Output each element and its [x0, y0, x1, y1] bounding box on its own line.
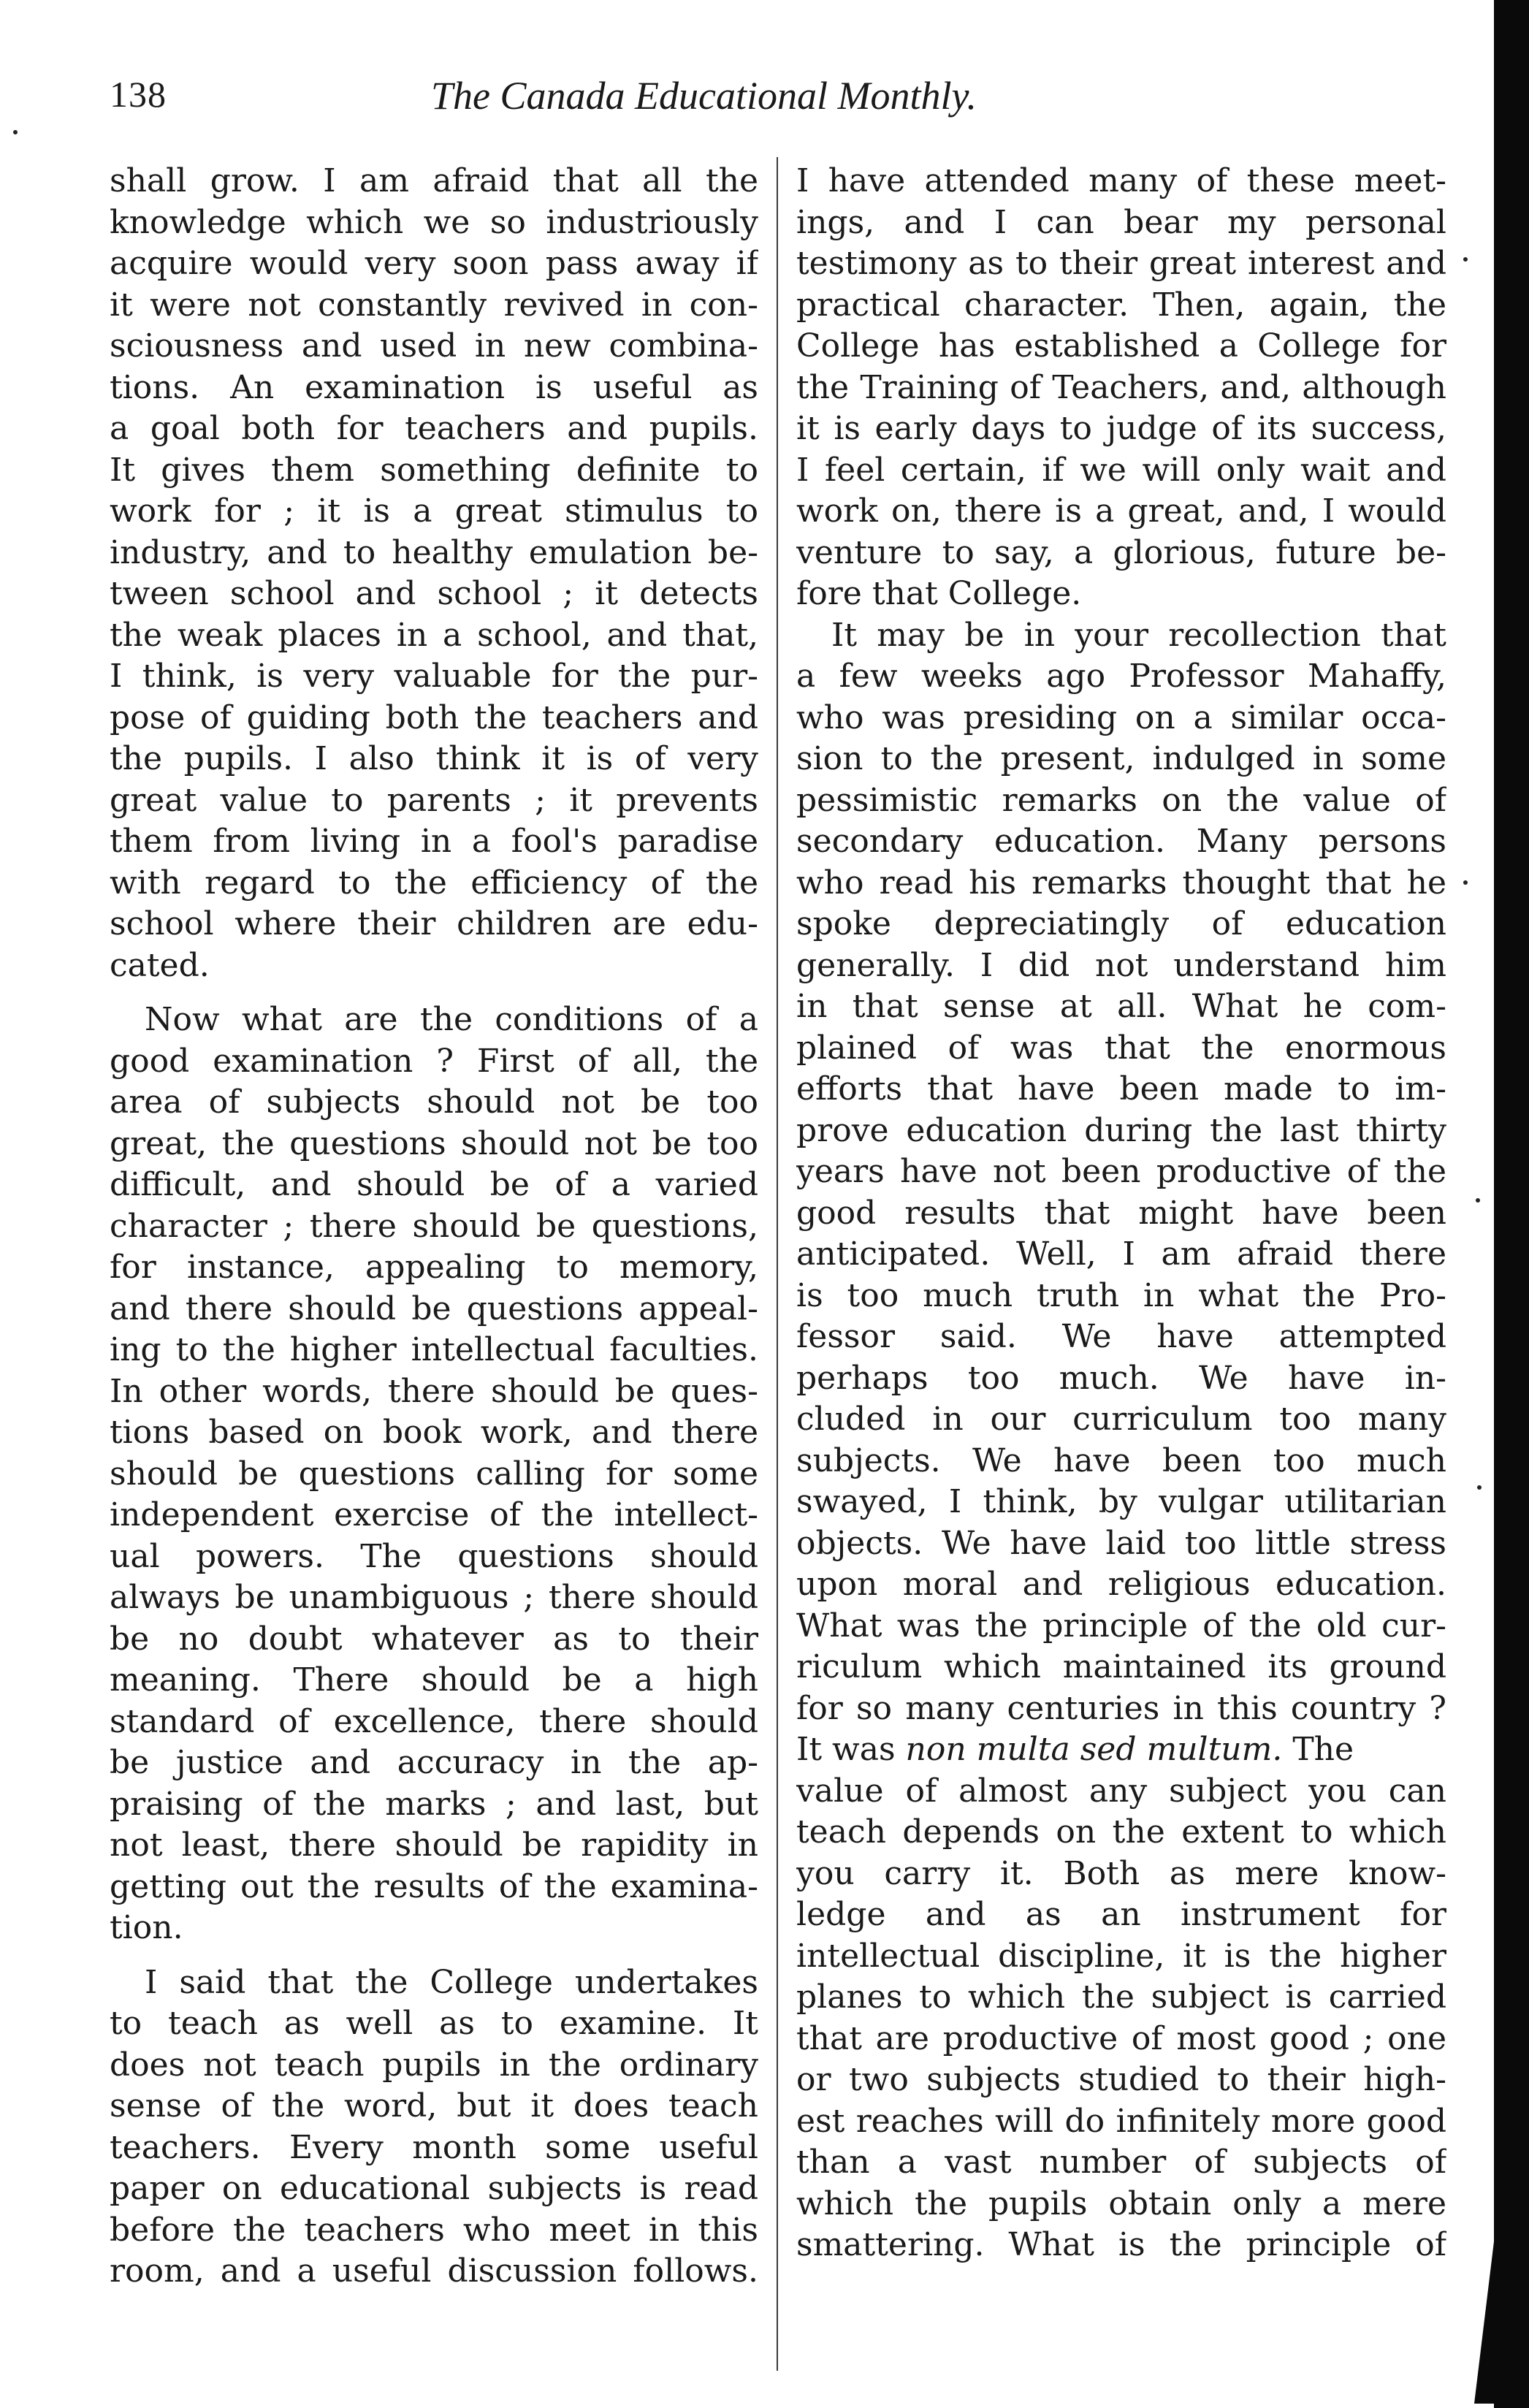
- right-text-column: [796, 161, 1446, 2266]
- text-line: prove education during the last thirty: [796, 1111, 1446, 1149]
- text-line: be no doubt whatever as to their: [110, 1620, 758, 1658]
- text-line: ual powers. The questions should: [110, 1537, 758, 1575]
- text-line: the pupils. I also think it is of very: [110, 740, 758, 777]
- text-line: testimony as to their great interest and: [796, 245, 1446, 282]
- text-line: riculum which maintained its ground: [796, 1648, 1446, 1685]
- text-line: does not teach pupils in the ordinary: [110, 2046, 758, 2084]
- scan-speck: [13, 130, 18, 134]
- text-line: shall grow. I am afraid that all the: [110, 162, 758, 199]
- text-line: independent exercise of the intellect-: [110, 1496, 758, 1533]
- page-number: 138: [110, 74, 167, 115]
- text-line: value of almost any subject you can: [796, 1772, 1446, 1810]
- text-line: with regard to the efficiency of the: [110, 864, 758, 902]
- scan-speck: [1476, 1198, 1480, 1203]
- text-line: tion.: [110, 1909, 183, 1946]
- text-line: good results that might have been: [796, 1194, 1446, 1232]
- text-line: efforts that have been made to im-: [796, 1070, 1446, 1108]
- text-line: good examination ? First of all, the: [110, 1042, 758, 1080]
- text-line: I think, is very valuable for the pur-: [110, 658, 758, 695]
- text-line: praising of the marks ; and last, but: [110, 1785, 758, 1823]
- text-line: should be questions calling for some: [110, 1455, 758, 1493]
- text-line: always be unambiguous ; there should: [110, 1579, 758, 1616]
- paragraph-gap: [110, 1949, 758, 1962]
- text-line: secondary education. Many persons: [796, 823, 1446, 860]
- left-text-column: [110, 161, 758, 2293]
- text-line: I have attended many of these meet-: [796, 162, 1446, 199]
- text-line: [796, 1729, 1446, 1771]
- text-line: work for ; it is a great stimulus to: [110, 492, 758, 530]
- running-title: The Canada Educational Monthly.: [431, 74, 977, 118]
- text-line: teach depends on the extent to which: [796, 1813, 1446, 1851]
- text-line: than a vast number of subjects of: [796, 2144, 1446, 2181]
- scan-speck: [1463, 880, 1468, 885]
- text-line: work on, there is a great, and, I would: [796, 492, 1446, 530]
- text-line: not least, there should be rapidity in: [110, 1826, 758, 1864]
- text-line: the Training of Teachers, and, although: [796, 368, 1446, 406]
- text-line: pessimistic remarks on the value of: [796, 781, 1446, 819]
- text-line: subjects. We have been too much: [796, 1441, 1446, 1479]
- text-line: school where their children are edu-: [110, 905, 758, 942]
- text-line: ing to the higher intellectual faculties.: [110, 1331, 758, 1368]
- text-line: you carry it. Both as mere know-: [796, 1854, 1446, 1892]
- text-line: plained of was that the enormous: [796, 1029, 1446, 1067]
- text-line: cluded in our curriculum too many: [796, 1401, 1446, 1438]
- text-line: which the pupils obtain only a mere: [796, 2184, 1446, 2222]
- text-line: sion to the present, indulged in some: [796, 740, 1446, 777]
- text-line: swayed, I think, by vulgar utilitarian: [796, 1483, 1446, 1520]
- text-line: acquire would very soon pass away if: [110, 245, 758, 282]
- text-line: tions. An examination is useful as: [110, 368, 758, 406]
- text-line: and there should be questions appeal-: [110, 1289, 758, 1327]
- text-line: before the teachers who meet in this: [110, 2211, 758, 2249]
- text-line: smattering. What is the principle of: [796, 2226, 1446, 2263]
- text-line: pose of guiding both the teachers and: [110, 698, 758, 736]
- text-line: teachers. Every month some useful: [110, 2128, 758, 2166]
- text-line: a few weeks ago Professor Mahaffy,: [796, 658, 1446, 695]
- text-line: industry, and to healthy emulation be-: [110, 533, 758, 571]
- text-line: planes to which the subject is carried: [796, 1978, 1446, 2016]
- running-header: [110, 73, 1125, 139]
- text-line: who was presiding on a similar occa-: [796, 698, 1446, 736]
- text-line: the weak places in a school, and that,: [110, 616, 758, 654]
- text-line: What was the principle of the old cur-: [796, 1607, 1446, 1645]
- text-line: difficult, and should be of a varied: [110, 1166, 758, 1203]
- text-line: it were not constantly revived in con-: [110, 286, 758, 324]
- text-line: for so many centuries in this country ?: [796, 1689, 1446, 1727]
- text-line: that are productive of most good ; one: [796, 2019, 1446, 2057]
- paragraph-gap: [110, 986, 758, 999]
- text-line: fessor said. We have attempted: [796, 1318, 1446, 1355]
- text-line: area of subjects should not be too: [110, 1083, 758, 1121]
- scan-edge-shadow: [1494, 0, 1529, 2408]
- text-line: room, and a useful discussion follows.: [110, 2252, 758, 2290]
- text-line: tions based on book work, and there: [110, 1414, 758, 1451]
- text-line: knowledge which we so industriously: [110, 203, 758, 241]
- text-line: a goal both for teachers and pupils.: [110, 410, 758, 447]
- text-line: great, the questions should not be too: [110, 1124, 758, 1162]
- scan-speck: [1477, 1485, 1482, 1490]
- text-line: It may be in your recollection that: [831, 616, 1446, 654]
- text-line: tween school and school ; it detects: [110, 575, 758, 612]
- text-line: years have not been productive of the: [796, 1153, 1446, 1190]
- text-line: meaning. There should be a high: [110, 1661, 758, 1699]
- text-line: upon moral and religious education.: [796, 1566, 1446, 1603]
- text-line: or two subjects studied to their high-: [796, 2061, 1446, 2098]
- text-line: College has established a College for: [796, 327, 1446, 365]
- text-line: them from living in a fool's paradise: [110, 823, 758, 860]
- text-line: who read his remarks thought that he: [796, 864, 1446, 902]
- text-line: fore that College.: [796, 575, 1082, 612]
- text-line: est reaches will do infinitely more good: [796, 2102, 1446, 2140]
- text-line: In other words, there should be ques-: [110, 1372, 758, 1410]
- text-line: practical character. Then, again, the: [796, 286, 1446, 324]
- text-run: It was: [796, 1731, 906, 1768]
- text-line: perhaps too much. We have in-: [796, 1359, 1446, 1397]
- text-line: character ; there should be questions,: [110, 1207, 758, 1245]
- text-line: for instance, appealing to memory,: [110, 1249, 758, 1286]
- text-line: be justice and accuracy in the ap-: [110, 1744, 758, 1781]
- text-line: sense of the word, but it does teach: [110, 2087, 758, 2125]
- text-line: spoke depreciatingly of education: [796, 905, 1446, 942]
- text-line: intellectual discipline, it is the higher: [796, 1937, 1446, 1975]
- text-line: in that sense at all. What he com-: [796, 988, 1446, 1025]
- text-line: ings, and I can bear my personal: [796, 203, 1446, 241]
- text-line: I feel certain, if we will only wait and: [796, 451, 1446, 489]
- text-line: venture to say, a glorious, future be-: [796, 533, 1446, 571]
- scan-speck: [1463, 257, 1468, 262]
- text-line: It gives them something definite to: [110, 451, 758, 489]
- scan-edge-notch: [1474, 2236, 1495, 2404]
- text-line: generally. I did not understand him: [796, 946, 1446, 984]
- text-line: it is early days to judge of its success,: [796, 410, 1446, 447]
- text-line: to teach as well as to examine. It: [110, 2005, 758, 2042]
- text-line: great value to parents ; it prevents: [110, 781, 758, 819]
- text-line: ledge and as an instrument for: [796, 1896, 1446, 1933]
- text-line: getting out the results of the examina-: [110, 1867, 758, 1905]
- text-line: objects. We have laid too little stress: [796, 1524, 1446, 1562]
- text-line: I said that the College undertakes: [145, 1963, 758, 2001]
- text-line: paper on educational subjects is read: [110, 2170, 758, 2207]
- column-divider: [777, 157, 778, 2371]
- text-line: anticipated. Well, I am afraid there: [796, 1235, 1446, 1273]
- italic-phrase: non multa sed multum.: [905, 1731, 1283, 1768]
- text-line: is too much truth in what the Pro-: [796, 1276, 1446, 1314]
- text-line: cated.: [110, 946, 210, 984]
- text-run: The: [1282, 1731, 1354, 1768]
- text-line: sciousness and used in new combina-: [110, 327, 758, 365]
- text-line: Now what are the conditions of a: [145, 1001, 758, 1038]
- text-line: standard of excellence, there should: [110, 1702, 758, 1740]
